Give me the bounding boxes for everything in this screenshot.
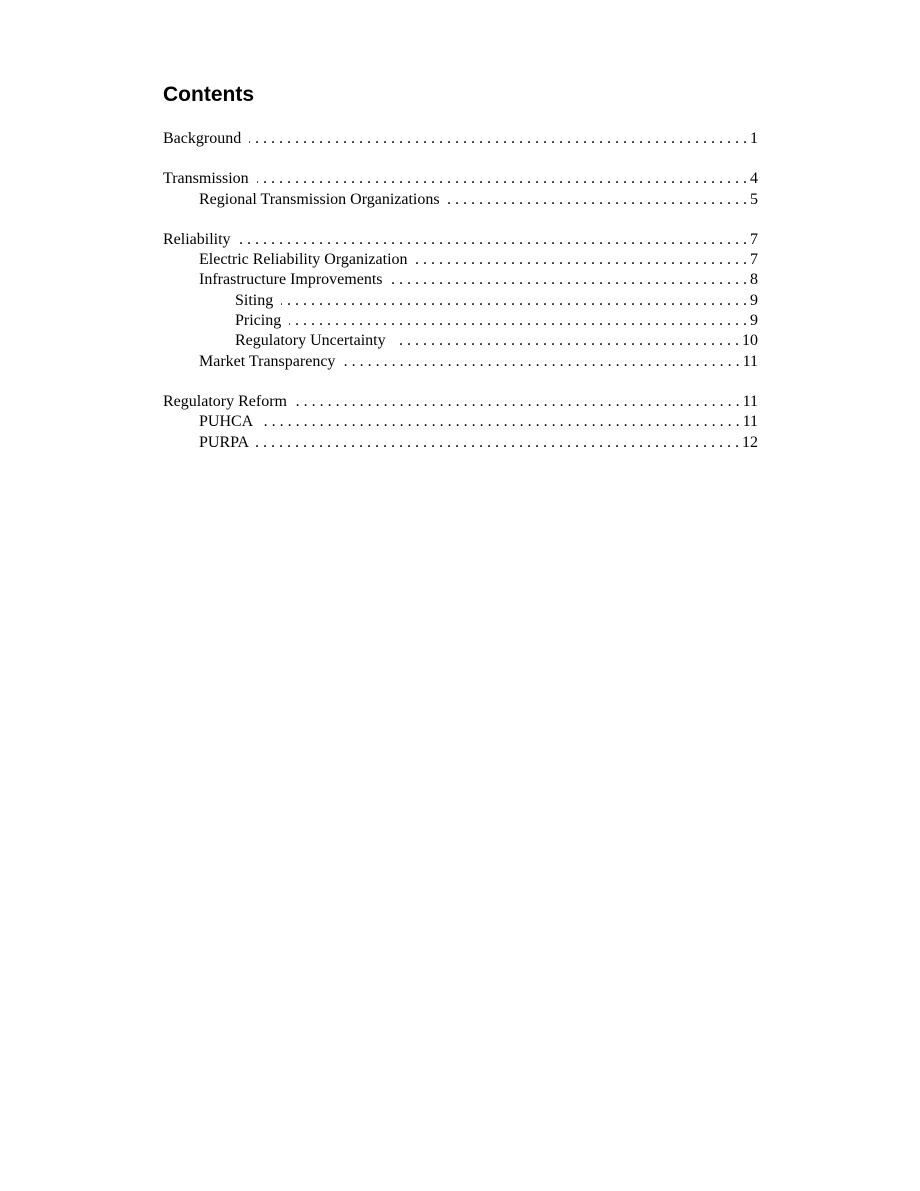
toc-entry-reliability[interactable]: [163, 230, 758, 250]
toc-page-number: 4: [750, 170, 758, 188]
toc-page-number: 7: [750, 251, 758, 269]
toc-entry-label: Regulatory Reform: [163, 392, 287, 410]
toc-entry-label: Electric Reliability Organization: [199, 251, 408, 269]
toc-page-number: 1: [750, 130, 758, 147]
toc-page-number: 9: [750, 312, 758, 330]
toc-dot-leader: [289, 311, 747, 331]
toc-entry-label: Regional Transmission Organizations: [199, 190, 440, 208]
toc-section-background: [163, 129, 758, 149]
toc-entry-infrastructure-improvements[interactable]: [163, 270, 758, 290]
toc-dot-leader: [253, 433, 739, 453]
toc-entry-regional-transmission-organizations[interactable]: [163, 190, 758, 210]
toc-entry-label: PUHCA: [199, 413, 254, 431]
toc-dot-leader: [235, 230, 747, 250]
toc-dot-leader: [249, 129, 747, 149]
toc-dot-leader: [416, 250, 747, 270]
toc-entry-label: Background: [163, 130, 242, 147]
toc-entry-label: Pricing: [235, 312, 282, 330]
toc-entry-purpa[interactable]: [163, 433, 758, 453]
toc-page-number: 5: [750, 190, 758, 208]
toc-page-number: 7: [750, 230, 758, 248]
toc-page-number: 9: [750, 291, 758, 309]
toc-entry-label: PURPA: [199, 433, 250, 451]
toc-entry-siting[interactable]: [163, 291, 758, 311]
toc-section-regulatory-reform: [163, 392, 758, 453]
toc-entry-label: Siting: [235, 291, 274, 309]
toc-entry-transmission[interactable]: [163, 169, 758, 189]
toc-page-number: 11: [742, 392, 758, 410]
toc-page-number: 12: [742, 433, 758, 451]
toc-section-transmission: [163, 169, 758, 210]
toc-dot-leader: [343, 352, 739, 372]
toc-entry-label: Market Transparency: [199, 352, 336, 370]
toc-dot-leader: [444, 190, 747, 210]
toc-dot-leader: [281, 291, 747, 311]
toc-section-reliability: [163, 230, 758, 372]
toc-entry-pricing[interactable]: [163, 311, 758, 331]
toc-entry-market-transparency[interactable]: [163, 352, 758, 372]
table-of-contents: [163, 82, 758, 473]
toc-dot-leader: [257, 169, 747, 189]
toc-dot-leader: [261, 412, 739, 432]
toc-dot-leader: [390, 270, 747, 290]
toc-page-number: 10: [742, 332, 758, 350]
toc-heading: Contents: [163, 83, 254, 106]
toc-entry-label: Regulatory Uncertainty: [235, 332, 386, 350]
toc-entry-regulatory-reform[interactable]: [163, 392, 758, 412]
toc-page-number: 8: [750, 271, 758, 289]
toc-page-number: 11: [742, 413, 758, 431]
toc-entry-background[interactable]: [163, 129, 758, 149]
toc-entry-label: Infrastructure Improvements: [199, 271, 383, 289]
toc-dot-leader: [394, 331, 739, 351]
toc-page-number: 11: [742, 352, 758, 370]
toc-entry-regulatory-uncertainty[interactable]: [163, 331, 758, 351]
toc-entry-label: Transmission: [163, 170, 249, 188]
toc-entry-label: Reliability: [163, 230, 231, 248]
toc-entry-puhca[interactable]: [163, 412, 758, 432]
toc-dot-leader: [291, 392, 740, 412]
toc-entry-electric-reliability-organization[interactable]: [163, 250, 758, 270]
